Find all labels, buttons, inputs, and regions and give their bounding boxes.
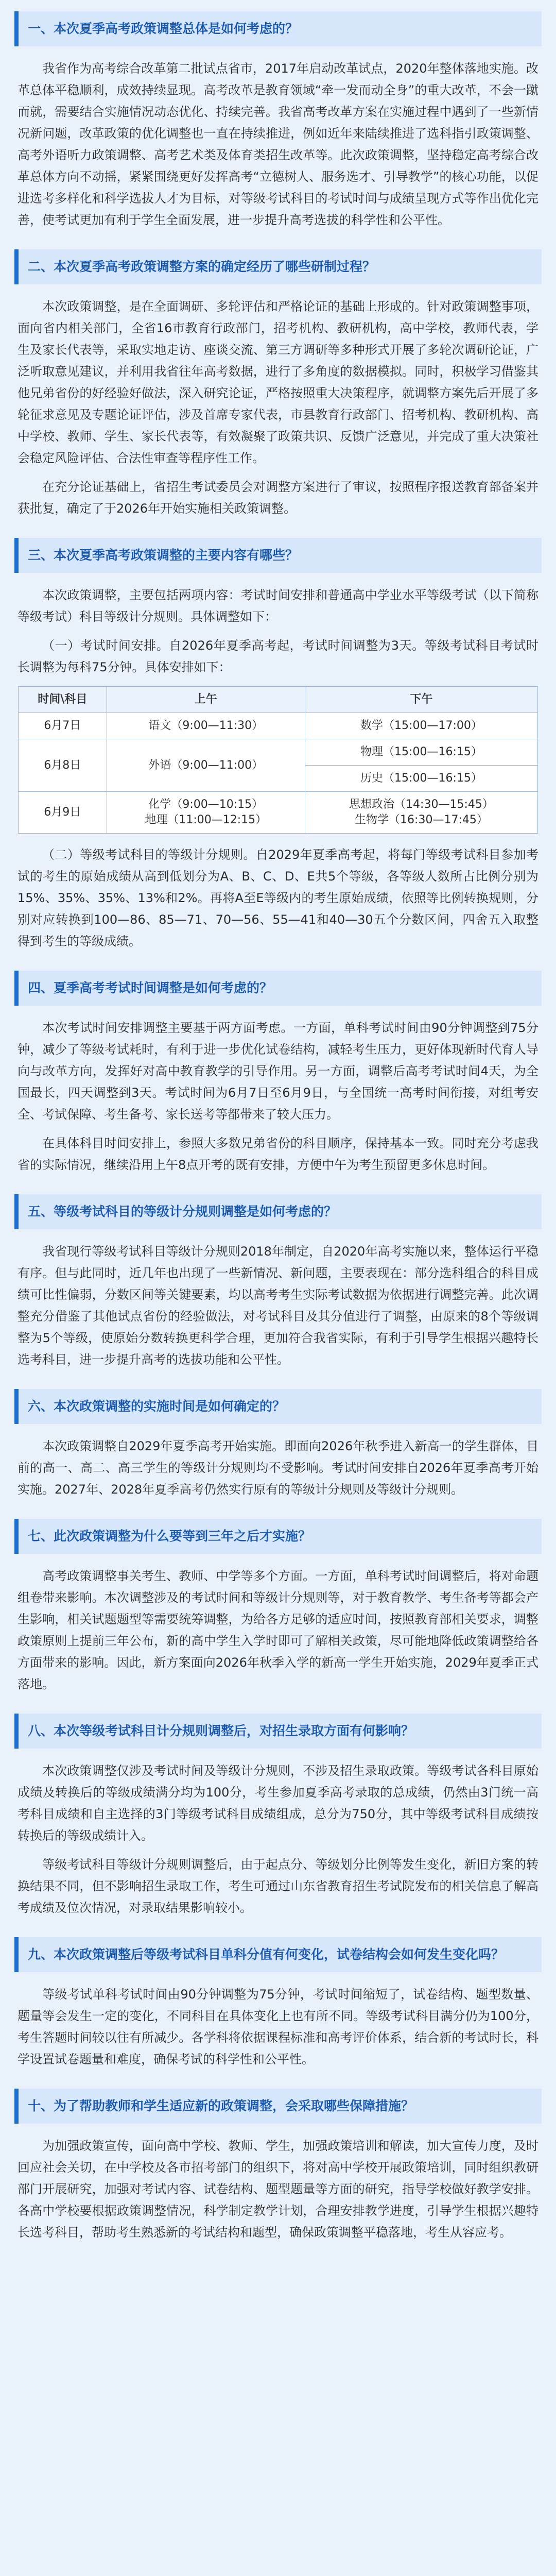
section-7 [14,1519,542,1695]
paragraph: （一）考试时间安排。自2026年夏季高考起，考试时间调整为3天。等级考试科目考试时长调整为每科75分钟。具体安排如下： [18,638,538,674]
section-6 [14,1389,542,1500]
table-header-cell: 时间\科目 [19,687,107,713]
paragraph: 本次政策调整，是在全面调研、多轮评估和严格论证的基础上形成的。针对政策调整事项，面向省内相关部门，全省16市教育行政部门，招考机构、教研机构，高中学校，教师代表，学生及家长代表等，采取实地走访、座谈交流、第三方调研等多种形式开展了多轮次调研论证，广泛听取意见建议，并利用我省往年高考数据，进行了多角度的数据模拟。同时，积极学习借鉴其他兄弟省份的好经验好做法，深入研究论证，严格按照重大决策程序，就调整方案先后开展了多轮征求意见及专题论证评估，涉及首席专家代表，市县教育行政部门、招考机构、教研机构、高中学校、教师、学生、家长代表等，有效凝聚了政策共识、反馈广泛意见，并完成了重大决策社会稳定风险评估、合法性审查等程序性工作。 [18,299,538,465]
paragraph: 高考政策调整事关考生、教师、中学等多个方面。一方面，单科考试时间调整后，将对命题组卷带来影响。本次调整涉及的考试时间和等级计分规则等，对于教育教学、考生备考等都会产生影响，相关试题题型等需要统筹调整，为给各方足够的适应时间，按照教育部相关要求，调整政策原则上提前三年公布，新的高中学生入学时即可了解相关政策，尽可能地降低政策调整给各方面带来的影响。因此，新方案面向2026年秋季入学的新高一学生开始实施，2029年夏季正式落地。 [18,1569,538,1691]
paragraph: 本次政策调整，主要包括两项内容：考试时间安排和普通高中学业水平等级考试（以下简称等级考试）科目等级计分规则。具体调整如下： [18,588,538,624]
morning-cell: 外语（9:00—11:00） [107,739,305,792]
section-8 [14,1714,542,1919]
section-10 [14,2089,542,2243]
section-heading: 三、本次夏季高考政策调整的主要内容有哪些？ [14,538,542,573]
paragraph: 等级考试单科考试时间由90分钟调整为75分钟，考试时间缩短了，试卷结构、题型数量、题量等会发生一定的变化，不同科目在具体变化上也有所不同。等级考试科目满分仍为100分，考生答题时间较以往有所减少。各学科将依据课程标准和高考评价体系，结合新的考试时长，科学设置试卷题量和难度，确保考试的科学性和公平性。 [18,1987,538,2066]
paragraph: 我省作为高考综合改革第二批试点省市，2017年启动改革试点，2020年整体落地实施。改革总体平稳顺利，成效持续显现。高考改革是教育领域“牵一发而动全身”的重大改革，不会一蹴而就，需要结合实施情况动态优化、持续完善。我省高考改革方案在实施过程中遇到了一些新情况新问题，改革政策的优化调整也一直在持续推进，例如近年来陆续推进了选科指引政策调整、高考外语听力政策调整、高考艺术类及体育类招生改革等。此次政策调整，坚持稳定高考综合改革总体方向不动摇，紧紧围绕更好发挥高考“立德树人、服务选才、引导教学”的核心功能，以促进选考多样化和科学选拔人才为目标，对等级考试科目的考试时间与成绩呈现方式等作出优化完善，使考试更加有利于学生全面发展，进一步提升高考选拔的科学性和公平性。 [18,61,538,227]
section-heading: 六、本次政策调整的实施时间是如何确定的？ [14,1389,542,1424]
section-2 [14,249,542,519]
afternoon-cell: 数学（15:00—17:00） [305,713,537,739]
paragraph: 本次政策调整自2029年夏季高考开始实施。即面向2026年秋季进入新高一的学生群体，目前的高一、高二、高三学生的等级计分规则均不受影响。考试时间安排自2026年夏季高考开始实施。2027年、2028年夏季高考仍然实行原有的等级计分规则及等级计分规则。 [18,1439,538,1497]
afternoon-cell: 物理（15:00—16:15） [305,739,537,766]
section-4 [14,971,542,1176]
section-9 [14,1937,542,2070]
section-heading: 七、此次政策调整为什么要等到三年之后才实施？ [14,1519,542,1554]
date-cell: 6月9日 [19,792,107,834]
section-heading: 二、本次夏季高考政策调整方案的确定经历了哪些研制过程？ [14,249,542,284]
section-5 [14,1194,542,1370]
paragraph: 本次政策调整仅涉及考试时间及等级计分规则，不涉及招生录取政策。等级考试各科目原始成绩及转换后的等级成绩满分均为100分，考生参加夏季高考录取的总成绩，仍然由3门统一高考科目成绩和自主选择的3门等级考试科目成绩组成，总分为750分，其中等级考试科目成绩按转换后的等级成绩计入。 [18,1764,538,1843]
section-heading: 八、本次等级考试科目计分规则调整后，对招生录取方面有何影响？ [14,1714,542,1749]
table-header-row [19,687,538,713]
paragraph: 在充分论证基础上，省招生考试委员会对调整方案进行了审议，按照程序报送教育部备案并获批复，确定了于2026年开始实施相关政策调整。 [18,480,538,516]
section-1 [14,11,542,231]
date-cell: 6月8日 [19,739,107,792]
morning-cell: 语文（9:00—11:30） [107,713,305,739]
paragraph: 为加强政策宣传，面向高中学校、教师、学生，加强政策培训和解读，加大宣传力度，及时回应社会关切，在中学校及各市招考部门的组织下，将对高中学校开展政策培训，同时组织教研部门开展研究，加强对考试内容、试卷结构、题型题量等方面的研究，指导学校做好教学安排。各高中学校要根据政策调整情况，科学制定教学计划，合理安排教学进度，引导学生根据兴趣特长选考科目，帮助考生熟悉新的考试结构和题型，确保政策调整平稳落地，考生从容应考。 [18,2139,538,2240]
table-row [19,713,538,739]
paragraph: 本次考试时间安排调整主要基于两方面考虑。一方面，单科考试时间由90分钟调整到75分钟，减少了等级考试耗时，有利于进一步优化试卷结构，减轻考生压力，更好体现新时代育人导向与改革方向，发挥好对高中教育教学的引导作用。另一方面，调整后高考考试时间4天，为全国最长，四天调整到3天。考试时间为6月7日至6月9日，与全国统一高考时间衔接，对组考安全、考试保障、考生备考、家长送考等都带来了较大压力。 [18,1021,538,1122]
section-heading: 九、本次政策调整后等级考试科目单科分值有何变化，试卷结构会如何发生变化吗？ [14,1937,542,1972]
paragraph: 我省现行等级考试科目等级计分规则2018年制定，自2020年高考实施以来，整体运行平稳有序。但与此同时，近几年也出现了一些新情况、新问题，主要表现在：部分选科组合的科目成绩可比性偏弱，分数区间等关键要素，均以高考考生实际考试数据为依据进行调整完善。此次调整充分借鉴了其他试点省份的经验做法，对考试科目及其分值进行了调整，由原来的8个等级调整为5个等级，使原始分数转换更科学合理，更加符合我省实际，有利于引导学生根据兴趣特长选考科目，进一步提升高考的选拔功能和公平性。 [18,1244,538,1367]
table-header-cell: 上午 [107,687,305,713]
paragraph: （二）等级考试科目的等级计分规则。自2029年夏季高考起，将每门等级考试科目参加考试的考生的原始成绩从高到低划分为A、B、C、D、E共5个等级，各等级人数所占比例分别为15%、35%、35%、13%和2%。再将A至E等级内的考生原始成绩，依照等比例转换规则，分别对应转换到100—86、85—71、70—56、55—41和40—30五个分数区间，四舍五入取整得到考生的等级成绩。 [18,848,538,948]
paragraph: 等级考试科目等级计分规则调整后，由于起点分、等级划分比例等发生变化，新旧方案的转换结果不同，但不影响招生录取工作，考生可通过山东省教育招生考试院发布的相关信息了解高考成绩及位次情况，对录取结果影响较小。 [18,1857,538,1915]
section-heading: 四、夏季高考考试时间调整是如何考虑的？ [14,971,542,1006]
section-heading: 五、等级考试科目的等级计分规则调整是如何考虑的？ [14,1194,542,1229]
section-heading: 一、本次夏季高考政策调整总体是如何考虑的？ [14,11,542,46]
afternoon-cell: 思想政治（14:30—15:45） 生物学（16:30—17:45） [305,792,537,834]
section-heading: 十、为了帮助教师和学生适应新的政策调整，会采取哪些保障措施？ [14,2089,542,2124]
afternoon-cell: 历史（15:00—16:15） [305,766,537,792]
table-header-cell: 下午 [305,687,537,713]
date-cell: 6月7日 [19,713,107,739]
paragraph: 在具体科目时间安排上，参照大多数兄弟省份的科目顺序，保持基本一致。同时充分考虑我省的实际情况，继续沿用上午8点开考的既有安排，方便中午为考生预留更多休息时间。 [18,1136,538,1172]
morning-cell: 化学（9:00—10:15） 地理（11:00—12:15） [107,792,305,834]
section-3 [14,538,542,952]
table-row [19,792,538,834]
table-row [19,739,538,766]
exam-schedule-table [18,686,538,834]
